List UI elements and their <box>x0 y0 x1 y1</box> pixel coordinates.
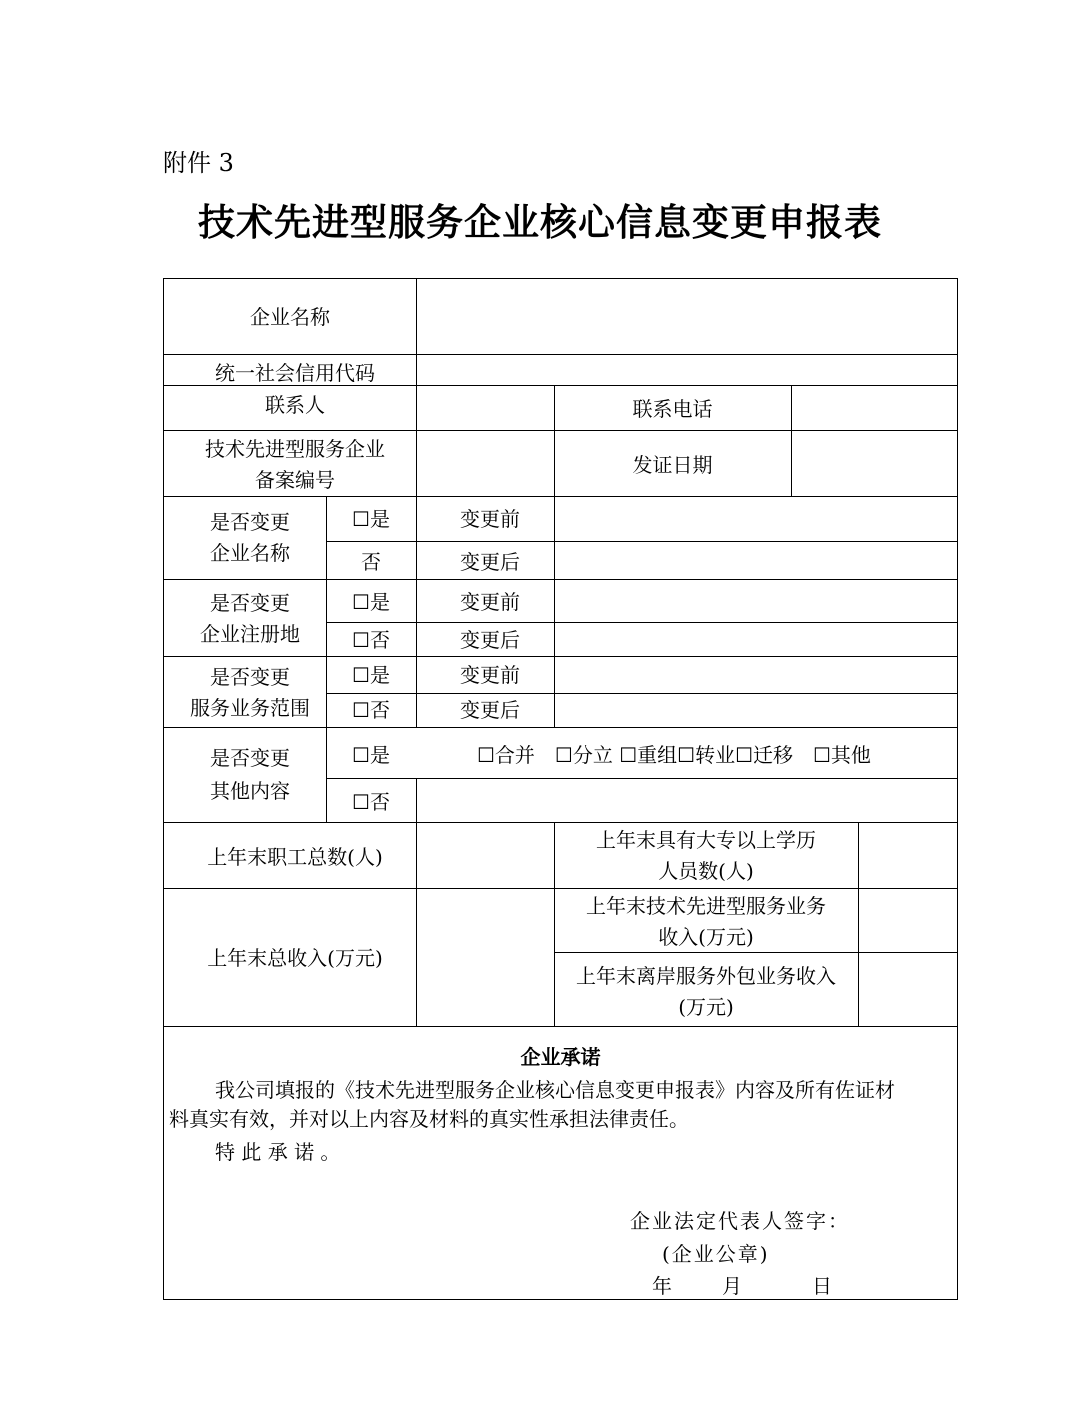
change-address-no-checkbox[interactable]: ☐否 <box>352 628 390 652</box>
change-scope-after-label: 变更后 <box>460 698 520 722</box>
change-address-yes-checkbox[interactable]: ☐是 <box>352 590 390 614</box>
change-scope-no-checkbox[interactable]: ☐否 <box>352 698 390 722</box>
total-income-field[interactable] <box>417 889 554 1026</box>
change-scope-after-field[interactable] <box>555 694 957 727</box>
credit-code-field[interactable] <box>417 355 957 385</box>
college-staff-label-line2: 人员数(人) <box>658 859 754 883</box>
issue-date-label: 发证日期 <box>632 453 713 477</box>
pledge-heading: 企业承诺 <box>520 1045 601 1069</box>
change-address-label: 是否变更 <box>210 591 290 615</box>
date-day-label[interactable]: 日 <box>812 1274 832 1298</box>
offshore-income-label: 上年末离岸服务外包业务收入 <box>576 964 836 988</box>
college-staff-field[interactable] <box>859 823 957 888</box>
total-income-label: 上年末总收入(万元) <box>207 946 383 970</box>
contact-person-field[interactable] <box>417 386 554 430</box>
change-scope-label-line2: 服务业务范围 <box>190 696 310 720</box>
application-form-table <box>163 278 958 1300</box>
signature-label: 企业法定代表人签字： <box>630 1209 850 1233</box>
contact-phone-label: 联系电话 <box>632 397 713 421</box>
change-scope-before-field[interactable] <box>555 657 957 693</box>
change-other-yes-checkbox[interactable]: ☐是 <box>352 743 390 767</box>
service-income-label: 上年末技术先进型服务业务 <box>586 894 826 918</box>
change-scope-label: 是否变更 <box>210 665 290 689</box>
change-other-label: 是否变更 <box>210 746 290 770</box>
change-name-label: 是否变更 <box>210 510 290 534</box>
change-other-label-line2: 其他内容 <box>210 779 290 803</box>
change-address-after-label: 变更后 <box>460 628 520 652</box>
change-other-detail-field[interactable] <box>417 779 957 822</box>
company-name-label: 企业名称 <box>250 305 330 329</box>
contact-person-label: 联系人 <box>265 393 325 417</box>
college-staff-label: 上年末具有大专以上学历 <box>596 828 816 852</box>
change-address-before-label: 变更前 <box>460 590 520 614</box>
date-month-label[interactable]: 月 <box>722 1274 742 1298</box>
change-name-before-field[interactable] <box>555 497 957 541</box>
company-name-field[interactable] <box>417 279 957 354</box>
filing-number-field[interactable] <box>417 431 554 496</box>
filing-number-label-line2: 备案编号 <box>255 468 335 492</box>
grid-line <box>164 888 957 889</box>
grid-line <box>164 1026 957 1027</box>
offshore-income-label-line2: (万元) <box>678 995 734 1019</box>
service-income-field[interactable] <box>859 889 957 952</box>
change-name-before-label: 变更前 <box>460 507 520 531</box>
company-seal-label: (企业公章) <box>662 1242 770 1266</box>
pledge-body-line2: 料真实有效，并对以上内容及材料的真实性承担法律责任。 <box>169 1107 689 1131</box>
attachment-label: 附件 3 <box>163 149 234 177</box>
date-year-label[interactable]: 年 <box>652 1274 672 1298</box>
change-other-options[interactable]: ☐合并 ☐分立 ☐重组☐转业☐迁移 ☐其他 <box>477 743 871 767</box>
issue-date-field[interactable] <box>792 431 957 496</box>
credit-code-label: 统一社会信用代码 <box>215 361 375 385</box>
total-staff-field[interactable] <box>417 823 554 888</box>
change-address-after-field[interactable] <box>555 623 957 656</box>
pledge-closing: 特 此 承 诺 。 <box>215 1140 341 1164</box>
change-name-after-field[interactable] <box>555 542 957 579</box>
change-other-no-checkbox[interactable]: ☐否 <box>352 790 390 814</box>
contact-phone-field[interactable] <box>792 386 957 430</box>
change-name-yes-checkbox[interactable]: ☐是 <box>352 507 390 531</box>
grid-line <box>164 727 957 728</box>
change-address-before-field[interactable] <box>555 580 957 622</box>
pledge-body: 我公司填报的《技术先进型服务企业核心信息变更申报表》内容及所有佐证材 <box>215 1078 895 1102</box>
change-name-after-label: 变更后 <box>460 550 520 574</box>
change-name-label-line2: 企业名称 <box>210 541 290 565</box>
change-name-no-option[interactable]: 否 <box>361 550 381 574</box>
service-income-label-line2: 收入(万元) <box>658 925 754 949</box>
change-scope-before-label: 变更前 <box>460 663 520 687</box>
offshore-income-field[interactable] <box>859 953 957 1026</box>
form-title: 技术先进型服务企业核心信息变更申报表 <box>198 200 882 244</box>
change-address-label-line2: 企业注册地 <box>200 622 300 646</box>
change-scope-yes-checkbox[interactable]: ☐是 <box>352 663 390 687</box>
filing-number-label: 技术先进型服务企业 <box>205 437 385 461</box>
grid-line <box>164 822 957 823</box>
total-staff-label: 上年末职工总数(人) <box>207 845 383 869</box>
